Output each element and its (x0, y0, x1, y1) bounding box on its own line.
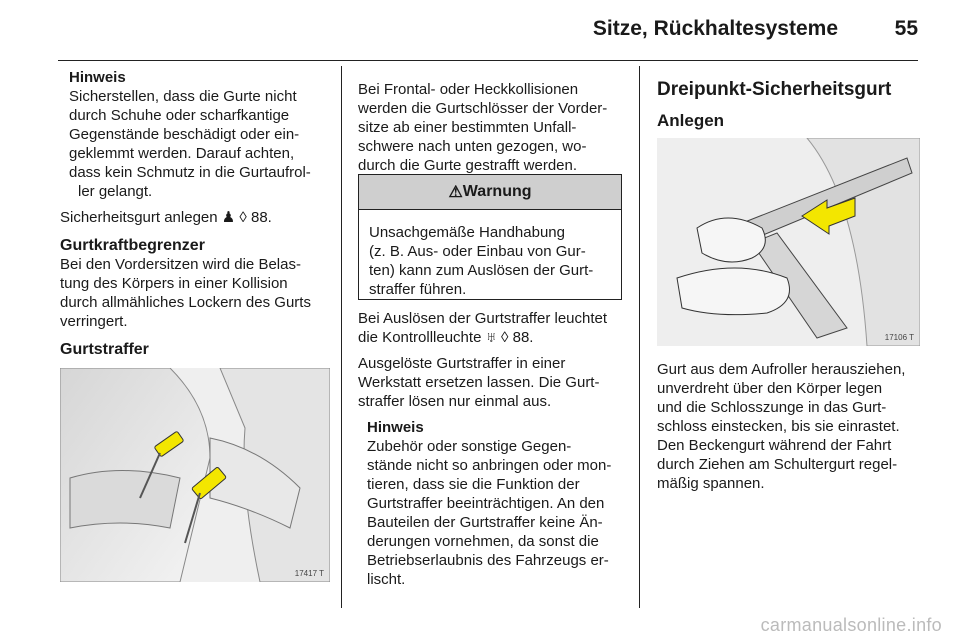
note-line: dass kein Schmutz in die Gurtaufrol- (69, 164, 311, 181)
belt-tensioner-warning-icon: ♅ (485, 329, 497, 346)
body-line: Gurt aus dem Aufroller herausziehen, (657, 361, 906, 378)
image-code: 17106 T (884, 333, 914, 342)
note-line: Betriebserlaubnis des Fahrzeugs er- (367, 552, 609, 569)
body-line: Bei Frontal- oder Heckkollisionen (358, 81, 579, 98)
body-line: durch die Gurte gestrafft werden. (358, 157, 578, 174)
body-line: tung des Körpers in einer Kollision (60, 275, 288, 292)
warning-title: Warnung (462, 183, 532, 200)
column-3 (657, 78, 927, 132)
note-box-1 (60, 68, 336, 201)
section-heading-three-point-belt: Dreipunkt-Sicherheitsgurt (657, 79, 892, 100)
watermark: carmanualsonline.info (760, 615, 942, 635)
note-line: Gegenstände beschädigt oder ein- (69, 126, 300, 143)
column-divider-2 (639, 66, 640, 608)
body-line: Bei Auslösen der Gurtstraffer leuchtet (358, 310, 608, 327)
warning-body (359, 210, 621, 299)
image-code: 17417 T (294, 569, 324, 578)
body-line: mäßig spannen. (657, 475, 765, 492)
warning-line: Unsachgemäße Handhabung (369, 224, 565, 241)
page-header-title: Sitze, Rückhaltesysteme (592, 17, 838, 40)
body-line: die Kontrollleuchte ♅ ◊ 88. (358, 329, 534, 346)
note-box-2 (358, 418, 628, 589)
body-line: verringert. (60, 313, 128, 330)
note-line: Zubehör oder sonstige Gegen- (367, 438, 572, 455)
note-line: Bauteilen der Gurtstraffer keine Än- (367, 514, 603, 531)
column-2-lower (358, 309, 628, 589)
section-heading-belt-force-limiter: Gurtkraftbegrenzer (60, 237, 205, 254)
body-line: durch Ziehen am Schultergurt regel- (657, 456, 898, 473)
reference-arrow-icon: ◊ (501, 329, 509, 346)
seatbelt-fastening-illustration (657, 138, 920, 346)
note-line: derungen vornehmen, da sonst die (367, 533, 599, 550)
note-line: tieren, dass sie die Funktion der (367, 476, 580, 493)
cross-reference: Sicherheitsgurt anlegen ♟ ◊ 88. (60, 209, 272, 226)
reference-page[interactable]: 88. (512, 329, 534, 346)
note-title: Hinweis (367, 419, 424, 436)
note-line: geklemmt werden. Darauf achten, (69, 145, 295, 162)
subheading-fasten: Anlegen (657, 111, 725, 130)
column-2 (358, 80, 626, 175)
body-line: schloss einstecken, bis sie einrastet. (657, 418, 900, 435)
body-line: und die Schlosszunge in das Gurt- (657, 399, 887, 416)
body-line: schwere nach unten gezogen, wo- (358, 138, 587, 155)
body-line: Bei den Vordersitzen wird die Belas- (60, 256, 301, 273)
body-line: Werkstatt ersetzen lassen. Die Gurt- (358, 374, 600, 391)
seatbelt-icon: ♟ (221, 209, 236, 226)
warning-line: (z. B. Aus- oder Einbau von Gur- (369, 243, 586, 260)
body-line: straffer lösen nur einmal aus. (358, 393, 552, 410)
warning-line: straffer führen. (369, 281, 467, 298)
section-heading-belt-tensioner: Gurtstraffer (60, 341, 149, 358)
body-line: sitze ab einer bestimmten Unfall- (358, 119, 577, 136)
warning-header (359, 175, 621, 210)
warning-box (358, 174, 622, 300)
body-line: Ausgelöste Gurtstraffer in einer (358, 355, 566, 372)
note-line: stände nicht so anbringen oder mon- (367, 457, 612, 474)
body-line: unverdreht über den Körper legen (657, 380, 883, 397)
hand-belt-drawing (657, 138, 920, 346)
note-line: ler gelangt. (78, 183, 153, 200)
note-line: Sicherstellen, dass die Gurte nicht (69, 88, 297, 105)
column-1 (60, 68, 336, 359)
page-number: 55 (894, 17, 918, 40)
reference-arrow-icon: ◊ (239, 209, 247, 226)
note-line: durch Schuhe oder scharfkantige (69, 107, 290, 124)
warning-line: ten) kann zum Auslösen der Gurt- (369, 262, 594, 279)
note-line: lischt. (367, 571, 406, 588)
body-line: werden die Gurtschlösser der Vorder- (358, 100, 608, 117)
column-divider-1 (341, 66, 342, 608)
belt-tensioner-illustration (60, 368, 330, 582)
seat-buckle-drawing (60, 368, 330, 582)
body-line: Den Beckengurt während der Fahrt (657, 437, 892, 454)
reference-page[interactable]: 88. (251, 209, 272, 226)
warning-icon: ⚠ (448, 184, 463, 201)
note-line: Gurtstraffer beeinträchtigen. An den (367, 495, 605, 512)
body-line: durch allmähliches Lockern des Gurts (60, 294, 311, 311)
note-title: Hinweis (69, 69, 126, 86)
column-3-body (657, 360, 932, 493)
header-rule (58, 60, 918, 61)
